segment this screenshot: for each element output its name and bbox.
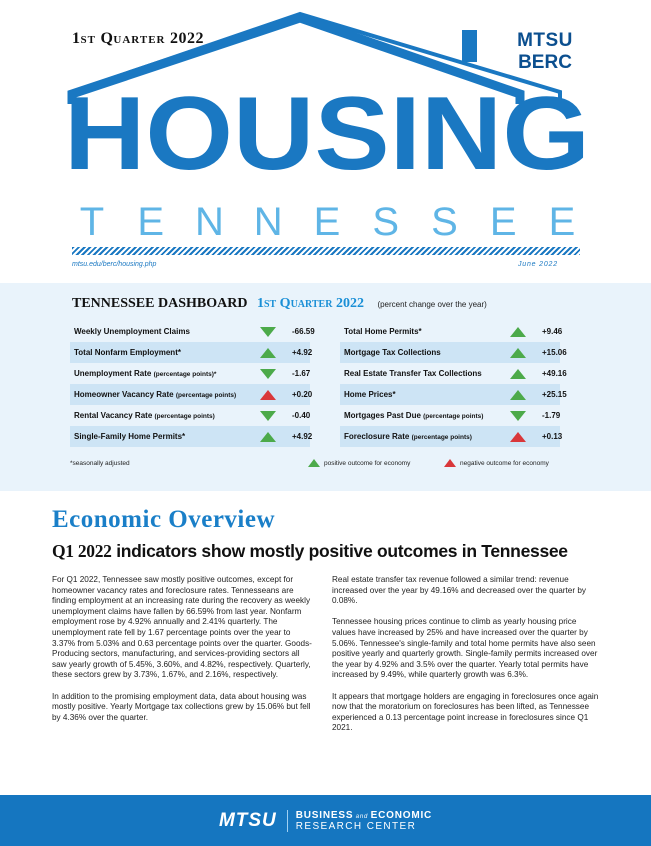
indicator-label — [70, 411, 215, 420]
hatched-divider — [72, 247, 580, 255]
indicator-value: +25.15 — [542, 390, 567, 399]
up-arrow-icon — [510, 327, 526, 337]
dashboard-quarter-suffix: ST — [263, 299, 277, 310]
paragraph: Real estate transfer tax revenue followed a similar trend: revenue increased over the year by 49.16% and decreased over the quarter by 0.08%. — [332, 575, 586, 606]
indicator-label — [340, 390, 396, 399]
indicator-label — [70, 369, 216, 378]
up-arrow-negative-icon — [510, 432, 526, 442]
indicator-row — [70, 321, 315, 342]
berc-name — [287, 810, 432, 832]
green-triangle-icon — [308, 459, 320, 467]
legend-positive-label: positive outcome for economy — [324, 459, 411, 467]
indicator-name: Unemployment Rate — [74, 369, 154, 378]
indicator-row — [340, 342, 567, 363]
subtitle-period: Q1 2022 — [52, 541, 112, 561]
newsletter-header — [0, 0, 651, 282]
dashboard-left-column — [70, 321, 315, 447]
indicator-value: -0.40 — [292, 411, 311, 420]
berc-line-2: RESEARCH CENTER — [295, 820, 417, 832]
indicator-row — [340, 405, 560, 426]
dashboard-right-column — [340, 321, 567, 447]
indicator-value: +4.92 — [292, 432, 313, 441]
indicator-value: -1.67 — [292, 369, 311, 378]
tennessee-letter: S — [372, 200, 400, 244]
indicator-unit: (percentage points) — [175, 392, 237, 399]
down-arrow-icon — [260, 369, 276, 379]
indicator-label — [70, 390, 236, 399]
mtsu-berc-logo — [510, 30, 580, 74]
indicator-row — [340, 384, 567, 405]
indicator-row — [70, 363, 310, 384]
tennessee-letter: S — [431, 200, 458, 244]
red-triangle-icon — [444, 459, 456, 467]
berc-economic: ECONOMIC — [370, 809, 433, 821]
brand-mtsu: MTSU — [517, 30, 573, 51]
up-arrow-icon — [260, 432, 276, 442]
indicator-row — [70, 384, 313, 405]
legend-positive — [308, 459, 410, 467]
quarter-suffix: ST — [80, 34, 96, 46]
mtsu-logo: MTSU — [218, 809, 277, 831]
indicator-label — [340, 411, 483, 420]
indicator-label — [70, 327, 190, 336]
tennessee-wordmark — [72, 200, 582, 245]
indicator-row — [340, 321, 563, 342]
indicator-label — [340, 327, 422, 336]
tennessee-dashboard — [0, 283, 651, 491]
indicator-unit: (percentage points) — [423, 413, 484, 420]
housing-wordmark — [62, 87, 592, 179]
dashboard-quarter-rest: UARTER — [290, 299, 333, 310]
body-column-left — [52, 575, 314, 734]
indicator-unit: (percentage points) — [411, 434, 472, 441]
indicator-label — [340, 432, 472, 441]
tennessee-letter: E — [489, 200, 517, 244]
down-arrow-icon — [260, 411, 276, 421]
indicator-name: Total Home Permits* — [344, 327, 422, 336]
berc-line-1 — [296, 810, 432, 821]
legend-negative — [444, 459, 549, 467]
indicator-name: Mortgages Past Due — [344, 411, 424, 420]
paragraph: For Q1 2022, Tennessee saw mostly positive outcomes, except for homeowner vacancy rates and foreclosure rates. Tennesseans are finding employment at an increasing rate during the recovery as weekly unemployment claims have fallen by 66.59% from last year. Nonfarm employment rose by 4.92% annually and 2.41% quarterly. The unemployment rate fell by 1.67 percentage points over the year to 3.37% from 5.03% and 0.63 percentage points over the quarter. Goods-Producing sectors, manufacturing, and services-providing sectors all saw yearly growth of 5.45%, 3.60%, and 4.82%, respectively. Quarterly, these sectors grew by 3.73%, 1.67%, and 2.16%, respectively. — [52, 575, 312, 680]
subtitle-text: indicators show mostly positive outcomes in Tennessee — [111, 541, 568, 561]
indicator-name: Home Prices* — [344, 390, 396, 399]
up-arrow-icon — [510, 369, 526, 379]
tennessee-letter: E — [313, 200, 341, 244]
tennessee-letter: E — [548, 200, 576, 244]
dashboard-quarter-year: 2022 — [335, 296, 364, 311]
up-arrow-icon — [260, 348, 276, 358]
body-column-right — [332, 575, 602, 745]
indicator-row — [340, 363, 567, 384]
housing-title: HOUSING — [64, 87, 590, 179]
paragraph: In addition to the promising employment data, data about housing was mostly positive. Yearly Mortgage tax collections grew by 15.06% but fell by 4.36% over the quarter. — [52, 691, 311, 722]
indicator-name: Foreclosure Rate — [344, 432, 412, 441]
dashboard-quarter — [257, 296, 364, 311]
indicator-name: Homeowner Vacancy Rate — [74, 390, 176, 399]
indicator-label — [70, 432, 185, 441]
up-arrow-negative-icon — [260, 390, 276, 400]
dashboard-heading: TENNESSEE DASHBOARD — [72, 296, 248, 311]
indicator-label — [340, 348, 441, 357]
indicator-value: +9.46 — [542, 327, 563, 336]
indicator-name: Mortgage Tax Collections — [344, 348, 441, 357]
brand-berc: BERC — [518, 52, 572, 73]
seasonal-footnote: *seasonally adjusted — [70, 460, 130, 467]
legend-negative-label: negative outcome for economy — [460, 459, 549, 467]
quarter-number: 1 — [72, 30, 81, 47]
footer-banner — [0, 795, 651, 846]
indicator-value: +4.92 — [292, 348, 313, 357]
indicator-unit: (percentage points)* — [153, 371, 217, 378]
up-arrow-icon — [510, 348, 526, 358]
indicator-unit: (percentage points) — [154, 413, 215, 420]
indicator-name: Total Nonfarm Employment* — [74, 348, 181, 357]
berc-business: BUSINESS — [295, 809, 354, 821]
tennessee-letter: N — [253, 200, 283, 244]
tennessee-letter: E — [137, 200, 165, 244]
section-subtitle — [52, 541, 568, 562]
indicator-name: Rental Vacancy Rate — [74, 411, 155, 420]
dashboard-title — [72, 296, 487, 312]
indicator-value: +15.06 — [542, 348, 567, 357]
indicator-row — [70, 342, 313, 363]
indicator-row — [70, 405, 310, 426]
indicator-name: Weekly Unemployment Claims — [74, 327, 190, 336]
tennessee-letter: T — [79, 200, 105, 244]
paragraph: Tennessee housing prices continue to climb as yearly housing price values have increased by 25% and have increased over the quarter by 5.06%. Tennessee's single-family and total home permits have also seen positive yearly and quarterly growth. Single-family permits increased over the year by 4.92% and 3.5% over the quarter. Yearly total permits have increased by 9.49%, while quarterly growth was 6.3%. — [332, 617, 598, 680]
down-arrow-icon — [260, 327, 276, 337]
up-arrow-icon — [510, 390, 526, 400]
down-arrow-icon — [510, 411, 526, 421]
quarter-word-rest: UARTER — [113, 34, 166, 46]
indicator-name: Single-Family Home Permits* — [74, 432, 186, 441]
berc-and: and — [353, 813, 371, 820]
indicator-value: +49.16 — [542, 369, 567, 378]
quarter-word-initial: Q — [100, 30, 114, 47]
indicator-label — [340, 369, 482, 378]
website-link[interactable]: mtsu.edu/berc/housing.php — [72, 261, 157, 268]
indicator-value: +0.13 — [542, 432, 563, 441]
indicator-value: -66.59 — [292, 327, 315, 336]
indicator-value: -1.79 — [542, 411, 561, 420]
paragraph: It appears that mortgage holders are engaging in foreclosures once again now that the moratorium on foreclosures has been lifted, as Tennessee experienced a 0.13 percentage point increase in foreclosures since Q1 2021. — [332, 691, 599, 733]
quarter-year: 2022 — [169, 30, 204, 47]
indicator-label — [70, 348, 181, 357]
issue-date: June 2022 — [518, 261, 558, 268]
section-title: Economic Overview — [52, 506, 276, 533]
dashboard-quarter-number: 1 — [256, 296, 264, 311]
indicator-name: Real Estate Transfer Tax Collections — [344, 369, 482, 378]
tennessee-letter: N — [195, 200, 224, 244]
dashboard-quarter-initial: Q — [279, 296, 291, 311]
indicator-row — [340, 426, 563, 447]
indicator-value: +0.20 — [292, 390, 313, 399]
indicator-row — [70, 426, 313, 447]
dashboard-note: (percent change over the year) — [377, 300, 487, 309]
